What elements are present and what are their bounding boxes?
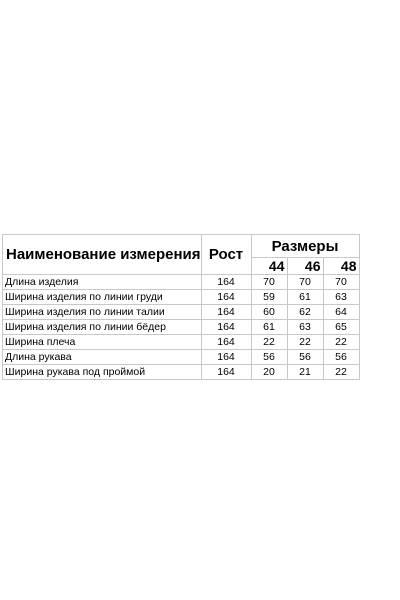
size-46-value: 70 [287,275,323,290]
measurement-name: Ширина рукава под проймой [3,365,202,380]
table-row [3,335,360,350]
measurement-name: Ширина изделия по линии груди [3,290,202,305]
size-44-value: 22 [251,335,287,350]
size-44-value: 61 [251,320,287,335]
size-48-value: 22 [323,365,359,380]
size-48-value: 63 [323,290,359,305]
size-chart-table [2,234,360,380]
height-value: 164 [201,350,251,365]
height-value: 164 [201,275,251,290]
size-44-value: 59 [251,290,287,305]
size-44-value: 70 [251,275,287,290]
size-46-value: 62 [287,305,323,320]
height-value: 164 [201,365,251,380]
size-48-value: 64 [323,305,359,320]
size-46-value: 22 [287,335,323,350]
table-row [3,365,360,380]
measurement-name: Ширина изделия по линии талии [3,305,202,320]
height-value: 164 [201,335,251,350]
size-46-value: 21 [287,365,323,380]
size-48-value: 65 [323,320,359,335]
height-value: 164 [201,305,251,320]
size-44-value: 20 [251,365,287,380]
table-header-row [3,235,360,258]
table-row [3,275,360,290]
measurement-name: Ширина плеча [3,335,202,350]
size-48-value: 56 [323,350,359,365]
size-header-48: 48 [323,258,359,275]
height-value: 164 [201,320,251,335]
size-header-44: 44 [251,258,287,275]
size-46-value: 63 [287,320,323,335]
table-row [3,350,360,365]
table-row [3,290,360,305]
measurement-name-header: Наименование измерения [3,235,202,275]
size-44-value: 60 [251,305,287,320]
size-48-value: 22 [323,335,359,350]
measurement-name: Длина изделия [3,275,202,290]
size-header-46: 46 [287,258,323,275]
height-value: 164 [201,290,251,305]
size-46-value: 61 [287,290,323,305]
table-row [3,320,360,335]
sizes-header: Размеры [251,235,359,258]
measurement-name: Длина рукава [3,350,202,365]
size-46-value: 56 [287,350,323,365]
size-44-value: 56 [251,350,287,365]
height-header: Рост [201,235,251,275]
table-row [3,305,360,320]
measurement-name: Ширина изделия по линии бёдер [3,320,202,335]
size-48-value: 70 [323,275,359,290]
